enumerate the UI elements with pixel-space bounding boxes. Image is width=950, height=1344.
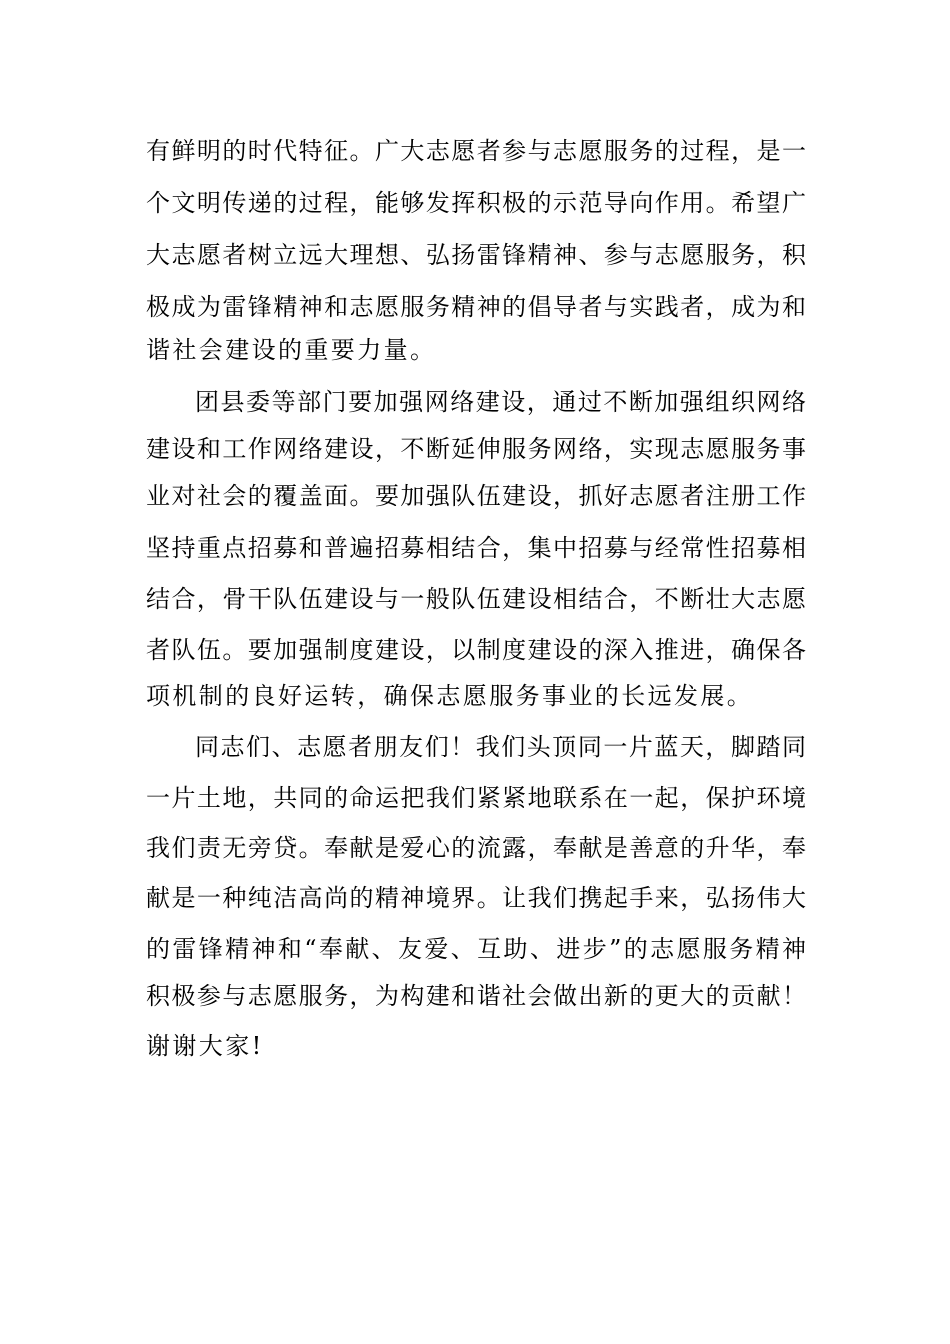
paragraph-2-line-1: 团县委等部门要加强网络建设，通过不断加强组织网络 <box>195 388 806 416</box>
paragraph-1-line-3: 大志愿者树立远大理想、弘扬雷锋精神、参与志愿服务，积 <box>146 241 806 269</box>
paragraph-3-line-6: 积极参与志愿服务，为构建和谐社会做出新的更大的贡献！ <box>146 982 806 1010</box>
paragraph-1-line-4: 极成为雷锋精神和志愿服务精神的倡导者与实践者，成为和 <box>146 293 806 321</box>
paragraph-3-line-7: 谢谢大家! <box>146 1032 264 1060</box>
paragraph-1-line-5: 谐社会建设的重要力量。 <box>146 336 437 364</box>
paragraph-2-line-4: 坚持重点招募和普遍招募相结合，集中招募与经常性招募相 <box>146 534 806 562</box>
paragraph-1-line-1: 有鲜明的时代特征。广大志愿者参与志愿服务的过程，是一 <box>146 137 806 165</box>
paragraph-3-line-4: 献是一种纯洁高尚的精神境界。让我们携起手来，弘扬伟大 <box>146 884 806 912</box>
paragraph-3-line-5: 的雷锋精神和“奉献、友爱、互助、进步”的志愿服务精神 <box>146 935 806 963</box>
paragraph-3-line-3: 我们责无旁贷。奉献是爱心的流露，奉献是善意的升华，奉 <box>146 834 806 862</box>
paragraph-3-line-1: 同志们、志愿者朋友们！我们头顶同一片蓝天，脚踏同 <box>195 733 806 761</box>
paragraph-2-line-6: 者队伍。要加强制度建设，以制度建设的深入推进，确保各 <box>146 636 806 664</box>
paragraph-1-line-2: 个文明传递的过程，能够发挥积极的示范导向作用。希望广 <box>146 189 806 217</box>
paragraph-3-line-2: 一片土地，共同的命运把我们紧紧地联系在一起，保护环境 <box>146 784 806 812</box>
paragraph-2-line-2: 建设和工作网络建设，不断延伸服务网络，实现志愿服务事 <box>146 435 806 463</box>
paragraph-2-line-3: 业对社会的覆盖面。要加强队伍建设，抓好志愿者注册工作 <box>146 482 806 510</box>
paragraph-2-line-5: 结合，骨干队伍建设与一般队伍建设相结合，不断壮大志愿 <box>146 585 806 613</box>
paragraph-2-line-7: 项机制的良好运转，确保志愿服务事业的长远发展。 <box>146 682 754 710</box>
